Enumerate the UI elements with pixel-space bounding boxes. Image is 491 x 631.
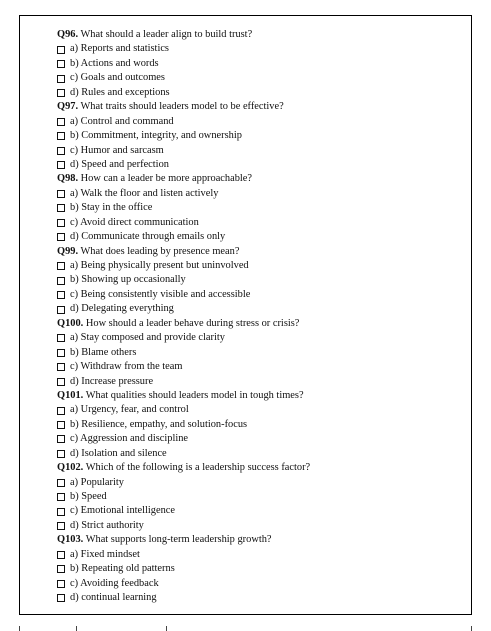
answer-option[interactable] [57, 447, 457, 461]
option-label: c) Humor and sarcasm [70, 144, 164, 156]
question-prompt: How should a leader behave during stress or crisis? [83, 317, 300, 329]
answer-option[interactable] [57, 42, 457, 56]
checkbox[interactable] [57, 89, 65, 97]
crop-mark [19, 626, 20, 631]
checkbox[interactable] [57, 262, 65, 270]
answer-option[interactable] [57, 360, 457, 374]
page-crop-marks [0, 624, 491, 631]
question-prompt: What traits should leaders model to be effective? [78, 101, 284, 113]
question-prompt: What does leading by presence mean? [78, 245, 240, 257]
answer-option[interactable] [57, 504, 457, 518]
checkbox[interactable] [57, 118, 65, 126]
answer-option[interactable] [57, 331, 457, 345]
question-number: Q100. [57, 317, 84, 329]
answer-option[interactable] [57, 490, 457, 504]
option-label: b) Resilience, empathy, and solution-focus [70, 418, 248, 430]
answer-option[interactable] [57, 548, 457, 562]
checkbox[interactable] [57, 565, 65, 573]
checkbox[interactable] [57, 60, 65, 68]
question-prompt: What qualities should leaders model in tough times? [83, 389, 304, 401]
checkbox[interactable] [57, 479, 65, 487]
option-label: a) Control and command [70, 115, 174, 127]
checkbox[interactable] [57, 493, 65, 501]
checkbox[interactable] [57, 277, 65, 285]
checkbox[interactable] [57, 46, 65, 54]
checkbox[interactable] [57, 306, 65, 314]
question-block-q103 [57, 533, 457, 605]
option-label: c) Emotional intelligence [70, 505, 176, 517]
question-block-q101 [57, 389, 457, 461]
checkbox[interactable] [57, 233, 65, 241]
question-number: Q99. [57, 245, 79, 257]
question-number: Q103. [57, 534, 84, 546]
question-block-q99 [57, 245, 457, 317]
option-label: d) Rules and exceptions [70, 86, 170, 98]
question-prompt: Which of the following is a leadership success factor? [83, 462, 311, 474]
checkbox[interactable] [57, 407, 65, 415]
quiz-content [57, 28, 457, 606]
question-text [57, 317, 457, 331]
option-label: b) Repeating old patterns [70, 563, 175, 575]
option-label: d) Delegating everything [70, 303, 174, 315]
option-label: a) Popularity [70, 476, 124, 488]
option-label: a) Stay composed and provide clarity [70, 332, 225, 344]
question-block-q97 [57, 100, 457, 172]
option-label: c) Being consistently visible and accessible [70, 288, 251, 300]
question-text [57, 533, 457, 547]
option-label: d) Isolation and silence [70, 447, 167, 459]
option-label: a) Reports and statistics [70, 43, 169, 55]
option-label: a) Being physically present but uninvolved [70, 260, 249, 271]
answer-option[interactable] [57, 115, 457, 129]
option-label: a) Fixed mindset [70, 548, 140, 560]
checkbox[interactable] [57, 363, 65, 371]
answer-option[interactable] [57, 591, 457, 605]
question-prompt: How can a leader be more approachable? [78, 173, 253, 185]
answer-option[interactable] [57, 273, 457, 287]
answer-option[interactable] [57, 57, 457, 71]
option-label: c) Goals and outcomes [70, 72, 165, 84]
answer-option[interactable] [57, 259, 457, 273]
answer-option[interactable] [57, 476, 457, 490]
answer-option[interactable] [57, 418, 457, 432]
checkbox[interactable] [57, 334, 65, 342]
checkbox[interactable] [57, 421, 65, 429]
answer-option[interactable] [57, 187, 457, 201]
option-label: c) Avoid direct communication [70, 216, 199, 228]
checkbox[interactable] [57, 161, 65, 169]
answer-option[interactable] [57, 216, 457, 230]
checkbox[interactable] [57, 378, 65, 386]
question-block-q98 [57, 172, 457, 244]
option-label: b) Actions and words [70, 57, 159, 69]
question-number: Q98. [57, 173, 79, 185]
answer-option[interactable] [57, 577, 457, 591]
option-label: d) Communicate through emails only [70, 231, 226, 243]
checkbox[interactable] [57, 291, 65, 299]
option-label: a) Walk the floor and listen actively [70, 187, 219, 199]
question-prompt: What should a leader align to build trust? [78, 29, 253, 40]
answer-option[interactable] [57, 432, 457, 446]
question-block-q102 [57, 461, 457, 533]
option-label: c) Aggression and discipline [70, 433, 189, 445]
question-number: Q101. [57, 389, 84, 401]
checkbox[interactable] [57, 435, 65, 443]
answer-option[interactable] [57, 562, 457, 576]
answer-option[interactable] [57, 230, 457, 244]
answer-option[interactable] [57, 519, 457, 533]
question-text [57, 100, 457, 114]
question-block-q96 [57, 28, 457, 100]
option-label: c) Withdraw from the team [70, 361, 183, 373]
question-number: Q102. [57, 462, 84, 474]
crop-mark [166, 626, 167, 631]
option-label: d) continual learning [70, 592, 157, 604]
checkbox[interactable] [57, 594, 65, 602]
question-text [57, 461, 457, 475]
question-block-q100 [57, 317, 457, 389]
answer-option[interactable] [57, 129, 457, 143]
option-label: a) Urgency, fear, and control [70, 404, 189, 416]
question-number: Q96. [57, 29, 79, 40]
answer-option[interactable] [57, 86, 457, 100]
crop-mark [76, 626, 77, 631]
option-label: b) Commitment, integrity, and ownership [70, 130, 242, 142]
question-prompt: What supports long-term leadership growth? [83, 534, 272, 546]
answer-option[interactable] [57, 288, 457, 302]
option-label: b) Blame others [70, 346, 137, 358]
checkbox[interactable] [57, 219, 65, 227]
option-label: b) Speed [70, 491, 107, 502]
option-label: d) Increase pressure [70, 375, 154, 387]
checkbox[interactable] [57, 580, 65, 588]
checkbox[interactable] [57, 450, 65, 458]
question-text [57, 172, 457, 186]
answer-option[interactable] [57, 346, 457, 360]
question-number: Q97. [57, 101, 79, 113]
answer-option[interactable] [57, 302, 457, 316]
option-label: b) Stay in the office [70, 202, 153, 214]
checkbox[interactable] [57, 204, 65, 212]
answer-option[interactable] [57, 144, 457, 158]
checkbox[interactable] [57, 522, 65, 530]
answer-option[interactable] [57, 71, 457, 85]
question-text [57, 389, 457, 403]
answer-option[interactable] [57, 375, 457, 389]
question-text [57, 28, 457, 42]
checkbox[interactable] [57, 508, 65, 516]
checkbox[interactable] [57, 75, 65, 83]
checkbox[interactable] [57, 147, 65, 155]
question-text [57, 245, 457, 259]
option-label: d) Strict authority [70, 519, 144, 531]
checkbox[interactable] [57, 190, 65, 198]
option-label: b) Showing up occasionally [70, 274, 186, 286]
crop-mark [471, 626, 472, 631]
answer-option[interactable] [57, 403, 457, 417]
answer-option[interactable] [57, 158, 457, 172]
option-label: c) Avoiding feedback [70, 577, 159, 589]
option-label: d) Speed and perfection [70, 158, 169, 170]
checkbox[interactable] [57, 349, 65, 357]
checkbox[interactable] [57, 551, 65, 559]
checkbox[interactable] [57, 132, 65, 140]
answer-option[interactable] [57, 201, 457, 215]
